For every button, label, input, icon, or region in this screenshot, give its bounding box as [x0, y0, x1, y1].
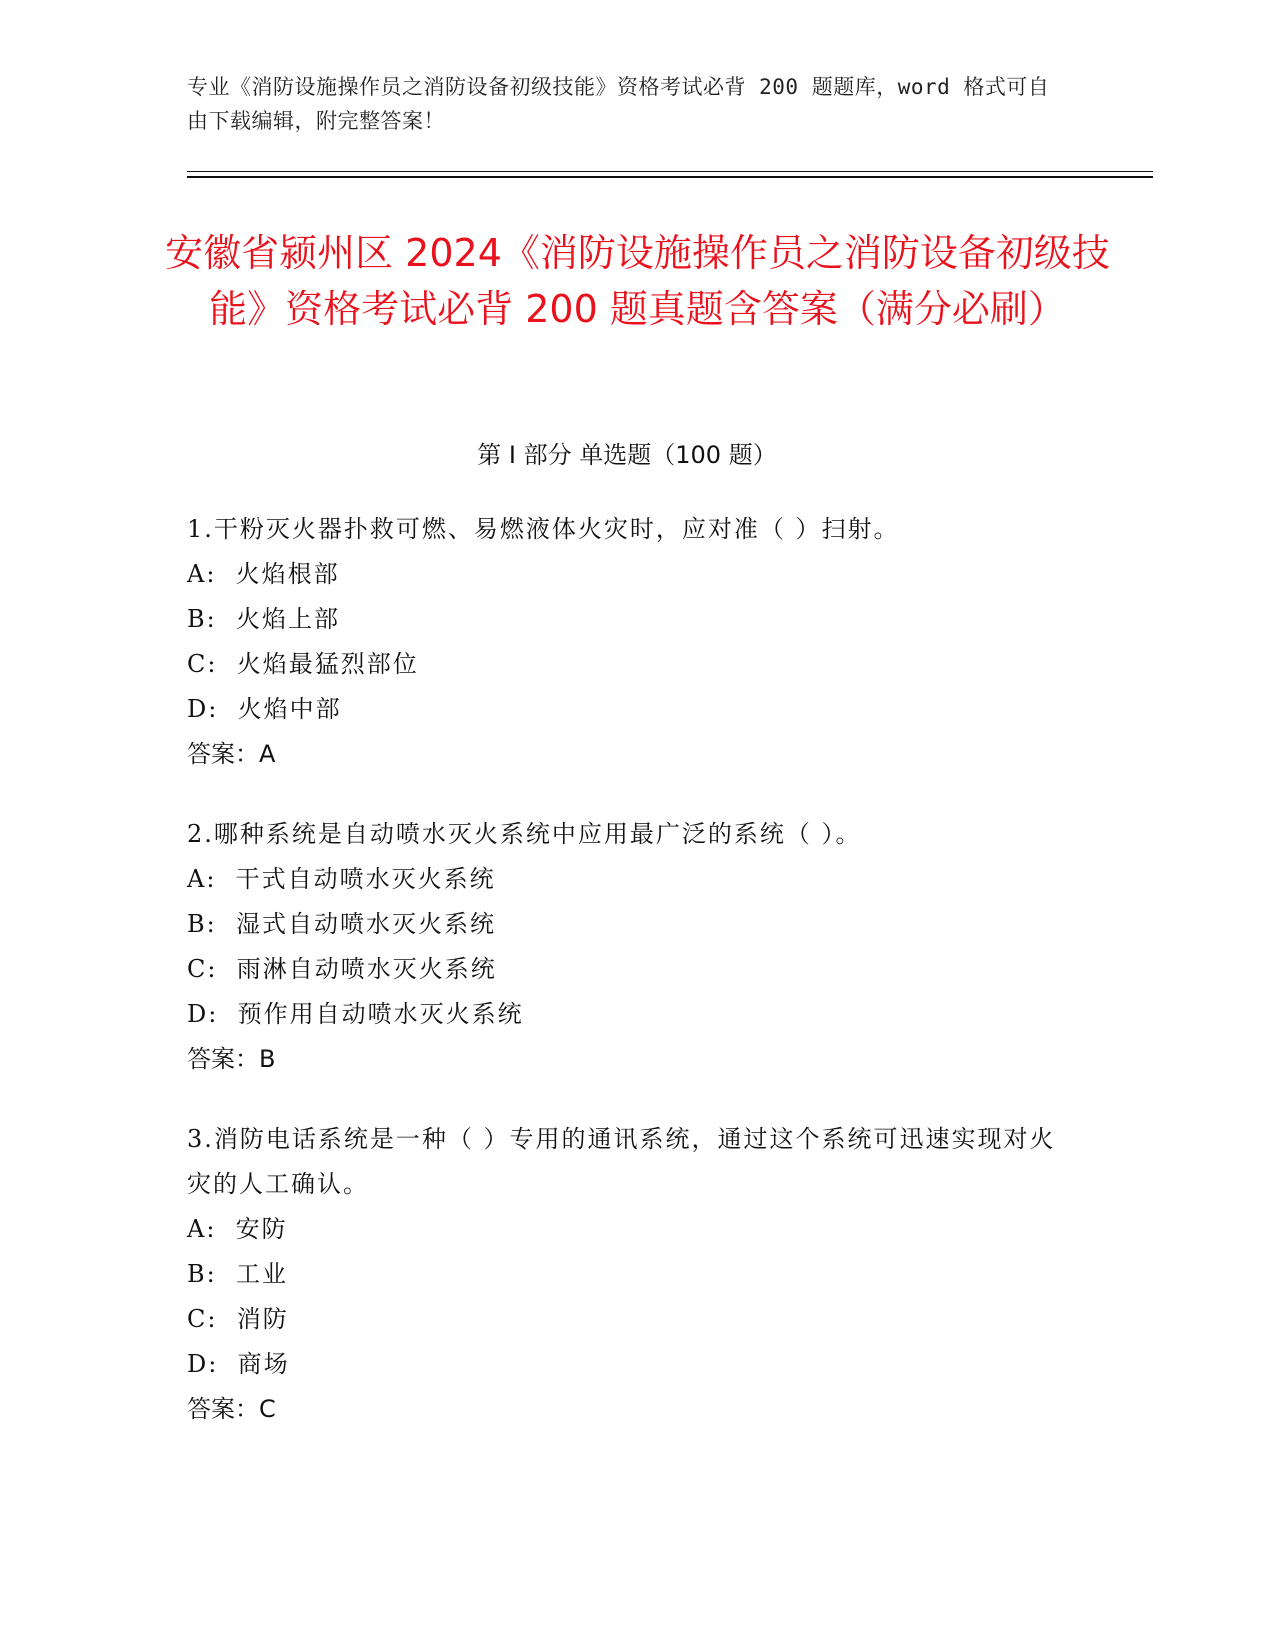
option-a: A: 火焰根部 — [187, 560, 340, 588]
header-note: 专业《消防设施操作员之消防设备初级技能》资格考试必背 200 题题库，word 格式可自由下载编辑，附完整答案！ — [187, 75, 1050, 133]
option-a: A: 干式自动喷水灭火系统 — [187, 865, 496, 893]
option-d: D: 预作用自动喷水灭火系统 — [187, 1000, 524, 1028]
option-b: B: 工业 — [187, 1260, 288, 1288]
header-divider-thick — [187, 176, 1153, 178]
section-heading: 第 I 部分 单选题（100 题） — [477, 441, 777, 469]
question-2 — [187, 812, 1067, 1082]
option-d: D: 火焰中部 — [187, 695, 342, 723]
answer: 答案：C — [187, 1395, 276, 1423]
option-c: C: 雨淋自动喷水灭火系统 — [187, 955, 497, 983]
option-d: D: 商场 — [187, 1350, 290, 1378]
header-divider-thin — [187, 171, 1153, 172]
option-c: C: 火焰最猛烈部位 — [187, 650, 419, 678]
question-1 — [187, 507, 1067, 777]
question-3 — [187, 1117, 1067, 1432]
document-title: 安徽省颍州区 2024《消防设施操作员之消防设备初级技能》资格考试必背 200 题真题含答案（满分必刷） — [165, 231, 1110, 331]
question-stem: 3.消防电话系统是一种（ ）专用的通讯系统，通过这个系统可迅速实现对火灾的人工确认。 — [187, 1125, 1056, 1198]
question-stem: 1.干粉灭火器扑救可燃、易燃液体火灾时，应对准（ ）扫射。 — [187, 515, 900, 543]
option-c: C: 消防 — [187, 1305, 289, 1333]
option-a: A: 安防 — [187, 1215, 288, 1243]
answer: 答案：B — [187, 1045, 276, 1073]
option-b: B: 湿式自动喷水灭火系统 — [187, 910, 496, 938]
answer: 答案：A — [187, 740, 276, 768]
option-b: B: 火焰上部 — [187, 605, 340, 633]
question-stem: 2.哪种系统是自动喷水灭火系统中应用最广泛的系统（ ）。 — [187, 820, 862, 848]
